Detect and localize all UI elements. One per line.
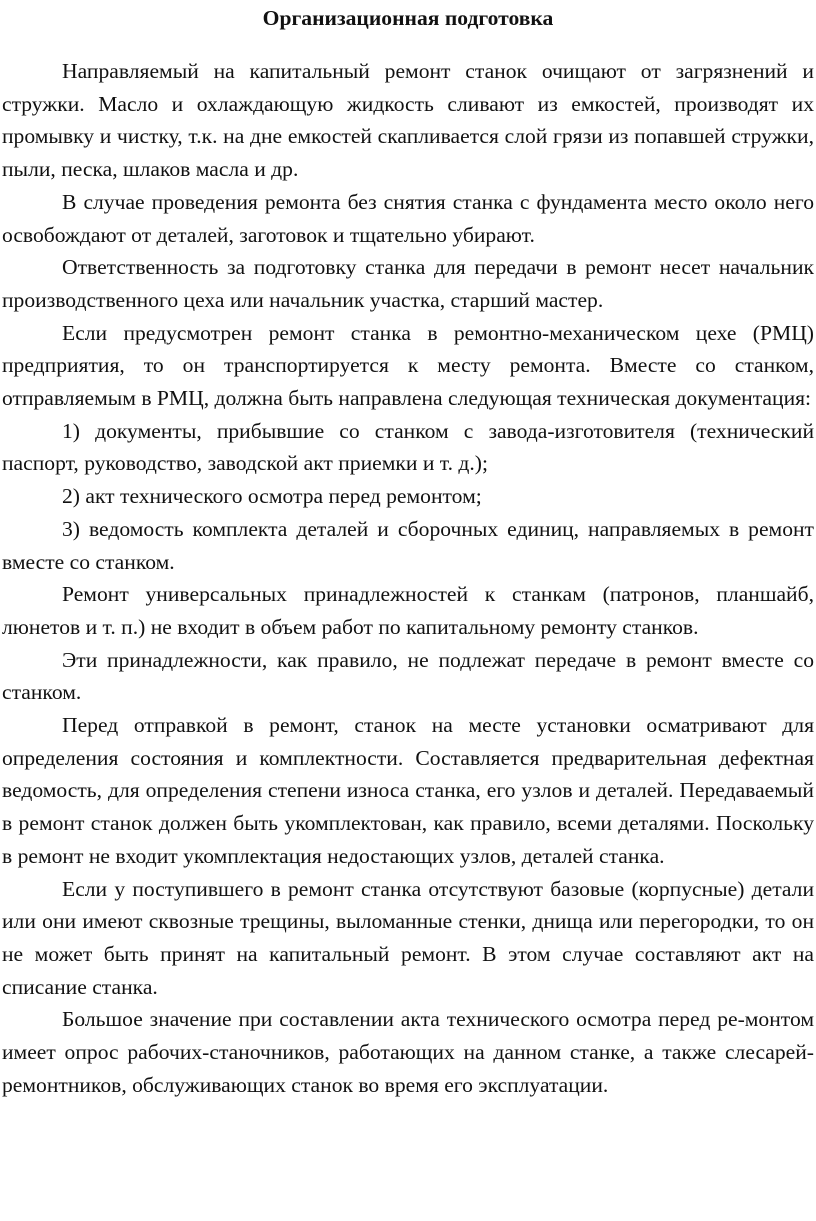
paragraph-worker-survey: Большое значение при составлении акта технического осмотра перед ре-монтом имеет опрос рабочих-станочников, работающих на данном станке, а также слесарей-ремонтников, обслуживающих станок во время его эксплуатации. xyxy=(2,1007,814,1097)
list-item-parts-statement: 3) ведомость комплекта деталей и сборочных единиц, направляемых в ремонт вместе со станком. xyxy=(2,516,814,574)
paragraph-accessories-repair: Ремонт универсальных принадлежностей к станкам (патронов, планшайб, люнетов и т. п.) не входит в объем работ по капитальному ремонту станков. xyxy=(2,582,814,639)
paragraph-accessories-transfer: Эти принадлежности, как правило, не подлежат передаче в ремонт вместе со станком. xyxy=(2,647,814,705)
paragraph-repair-without-removal: В случае проведения ремонта без снятия станка с фундамента место около него освобождают от деталей, заготовок и тщательно убирают. xyxy=(2,189,814,247)
list-item-documents: 1) документы, прибывшие со станком с завода-изготовителя (технический паспорт, руководство, заводской акт приемки и т. д.); xyxy=(2,418,814,476)
paragraph-responsibility: Ответственность за подготовку станка для передачи в ремонт несет начальник производственного цеха или начальник участка, старший мастер. xyxy=(2,255,814,312)
paragraph-cleaning: Направляемый на капитальный ремонт станок очищают от загрязнений и стружки. Масло и охлаждающую жидкость сливают из емкостей, производят их промывку и чистку, т.к. на дне емкостей скапливается слой грязи из попавшей стружки, пыли, песка, шлаков масла и др. xyxy=(2,59,814,182)
paragraph-pre-inspection: Перед отправкой в ремонт, станок на месте установки осматривают для определения состояния и комплектности. Составляется предварительная дефектная ведомость, для определения степени износа станка, его узлов и деталей. Передаваемый в ремонт станок должен быть укомплектован, как правило, всеми деталями. Поскольку в ремонт не входит укомплектация недостающих узлов, деталей станка. xyxy=(2,713,814,868)
paragraph-rejection: Если у поступившего в ремонт станка отсутствуют базовые (корпусные) детали или они имеют сквозные трещины, выломанные стенки, днища или перегородки, то он не может быть принят на капитальный ремонт. В этом случае составляют акт на списание станка. xyxy=(2,876,814,999)
document-title: Организационная подготовка xyxy=(262,6,554,30)
paragraph-rmc-transport: Если предусмотрен ремонт станка в ремонтно-механическом цехе (РМЦ) предприятия, то он транспортируется к месту ремонта. Вместе со станком, отправляемым в РМЦ, должна быть направлена следующая техническая документация: xyxy=(2,320,814,411)
list-item-inspection-act: 2) акт технического осмотра перед ремонтом; xyxy=(62,484,482,509)
